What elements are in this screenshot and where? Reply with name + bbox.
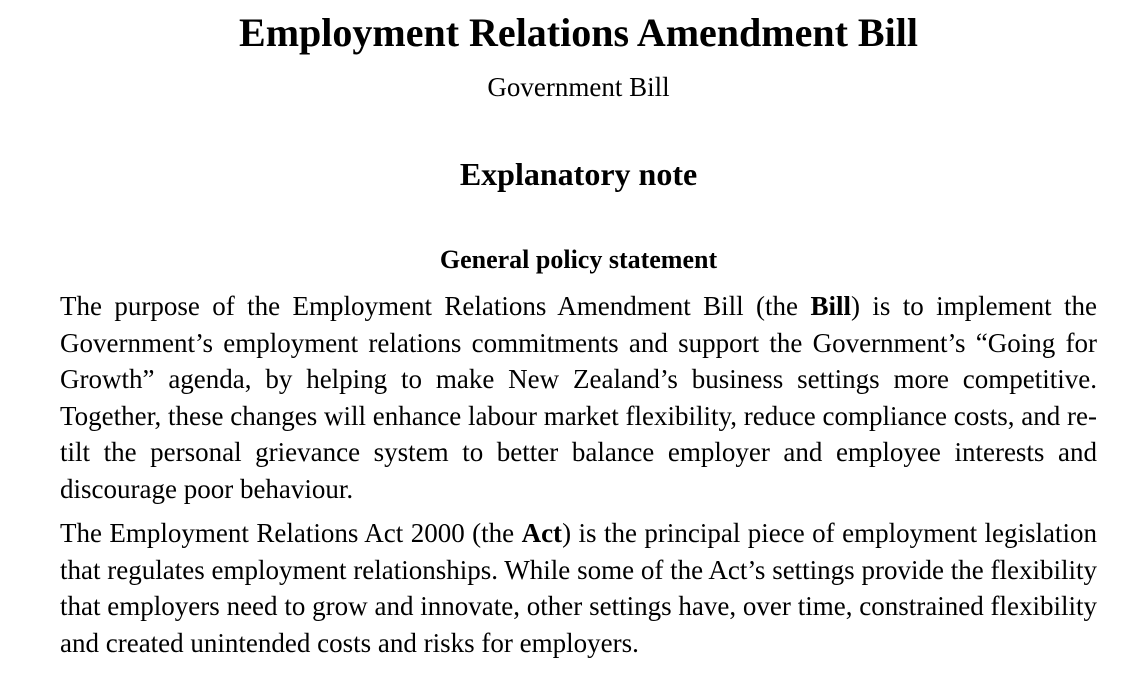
- paragraph-2: [60, 515, 1097, 661]
- sub-heading: General policy statement: [439, 245, 718, 274]
- paragraph-1-text-before: The purpose of the Employment Relations Amendment Bill (the: [60, 291, 811, 321]
- paragraph-1-bold-term: Bill: [810, 291, 851, 321]
- document-title: Employment Relations Amendment Bill: [239, 10, 918, 55]
- paragraph-2-text-before: The Employment Relations Act 2000 (the: [60, 518, 522, 548]
- paragraph-1-text-after: ) is to implement the Government’s employment relations commitments and support the Government’s “Going for Growth” agenda, by helping to make New Zealand’s business settings more competitive. Together, these changes will enhance labour market flexibility, reduce compliance costs, and re-tilt the personal grievance system to better balance employer and employee interests and discourage poor behaviour.: [60, 291, 1097, 504]
- paragraph-2-bold-term: Act: [521, 518, 563, 548]
- paragraph-2-text-after: ) is the principal piece of employment legislation that regulates employment relationships. While some of the Act’s settings provide the flexibility that employers need to grow and innovate, other settings have, over time, constrained flexibility and created unintended costs and risks for employers.: [60, 518, 1097, 658]
- paragraph-1: [60, 288, 1097, 507]
- document-subtitle: Government Bill: [487, 72, 670, 102]
- section-heading: Explanatory note: [459, 156, 698, 192]
